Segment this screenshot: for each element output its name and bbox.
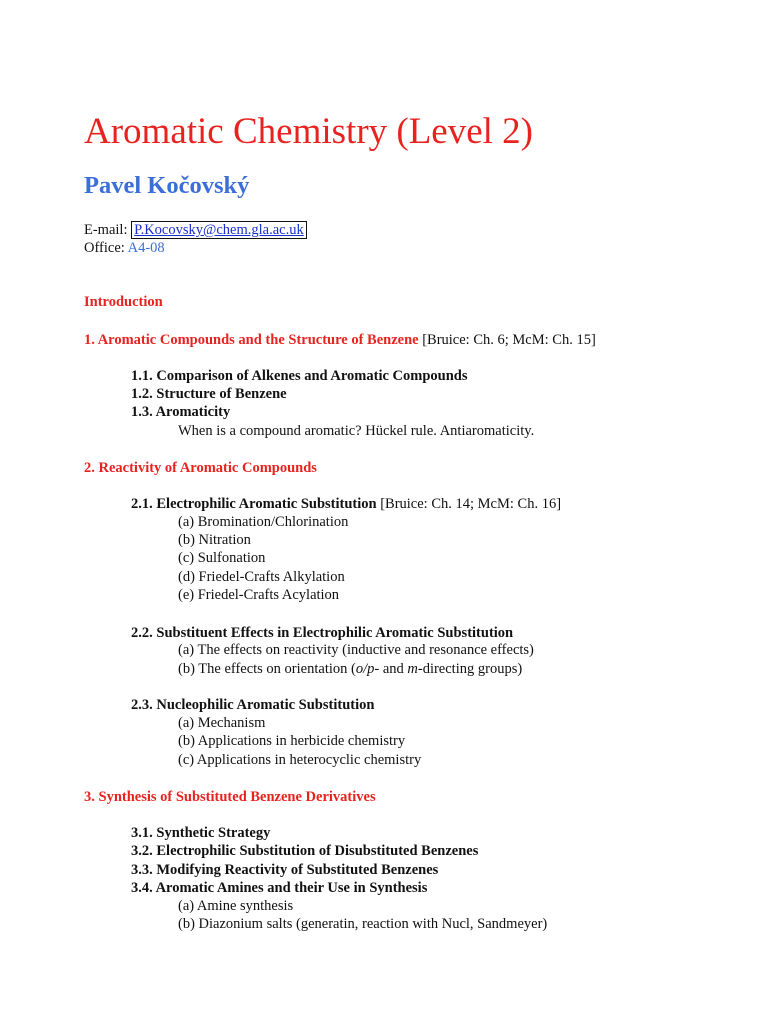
list-item: (b) Applications in herbicide chemistry xyxy=(178,733,406,749)
subsection-3-3: 3.3. Modifying Reactivity of Substituted Benzenes xyxy=(131,862,439,878)
section-1-ref: [Bruice: Ch. 6; McM: Ch. 15] xyxy=(418,332,596,348)
office-line xyxy=(84,239,165,257)
list-item: (c) Sulfonation xyxy=(178,550,266,566)
subsection-1-1: 1.1. Comparison of Alkenes and Aromatic Compounds xyxy=(131,368,468,384)
subsection-3-4: 3.4. Aromatic Amines and their Use in Synthesis xyxy=(131,880,428,896)
list-item xyxy=(178,660,522,678)
list-item: (a) Amine synthesis xyxy=(178,898,294,914)
section-1-heading: 1. Aromatic Compounds and the Structure of Benzene xyxy=(84,332,419,348)
item-b-post: -directing groups) xyxy=(417,661,523,677)
item-b-m: m xyxy=(407,661,418,677)
author-name: Pavel Kočovský xyxy=(84,172,250,199)
subsection-3-2: 3.2. Electrophilic Substitution of Disubstituted Benzenes xyxy=(131,843,479,859)
section-1-line xyxy=(84,331,596,349)
list-item: (a) The effects on reactivity (inductive and resonance effects) xyxy=(178,642,534,658)
email-label: E-mail: xyxy=(84,222,132,238)
intro-heading: Introduction xyxy=(84,294,163,310)
email-line xyxy=(84,221,307,239)
subsection-2-1: 2.1. Electrophilic Aromatic Substitution xyxy=(131,496,377,512)
subsection-1-3-note: When is a compound aromatic? Hückel rule. Antiaromaticity. xyxy=(178,423,535,439)
subsection-2-1-line xyxy=(131,495,561,513)
subsection-1-2: 1.2. Structure of Benzene xyxy=(131,386,287,402)
section-3-heading: 3. Synthesis of Substituted Benzene Derivatives xyxy=(84,789,376,805)
subsection-2-1-ref: [Bruice: Ch. 14; McM: Ch. 16] xyxy=(376,496,562,512)
list-item: (c) Applications in heterocyclic chemistry xyxy=(178,752,422,768)
item-b-pre: (b) The effects on orientation ( xyxy=(178,661,356,677)
email-link[interactable]: P.Kocovsky@chem.gla.ac.uk xyxy=(131,221,307,239)
subsection-3-1: 3.1. Synthetic Strategy xyxy=(131,825,271,841)
subsection-2-2: 2.2. Substituent Effects in Electrophilic Aromatic Substitution xyxy=(131,625,514,641)
office-value: A4-08 xyxy=(127,240,165,256)
list-item: (a) Bromination/Chlorination xyxy=(178,514,349,530)
list-item: (e) Friedel-Crafts Acylation xyxy=(178,587,340,603)
list-item: (d) Friedel-Crafts Alkylation xyxy=(178,569,345,585)
office-label: Office: xyxy=(84,240,128,256)
list-item: (a) Mechanism xyxy=(178,715,266,731)
list-item: (b) Diazonium salts (generatin, reaction with Nucl, Sandmeyer) xyxy=(178,916,548,932)
list-item: (b) Nitration xyxy=(178,532,251,548)
subsection-2-3: 2.3. Nucleophilic Aromatic Substitution xyxy=(131,697,375,713)
subsection-1-3: 1.3. Aromaticity xyxy=(131,404,231,420)
document-title: Aromatic Chemistry (Level 2) xyxy=(84,111,534,152)
item-b-mid: - and xyxy=(374,661,408,677)
section-2-heading: 2. Reactivity of Aromatic Compounds xyxy=(84,460,317,476)
item-b-op: o/p xyxy=(355,661,375,677)
